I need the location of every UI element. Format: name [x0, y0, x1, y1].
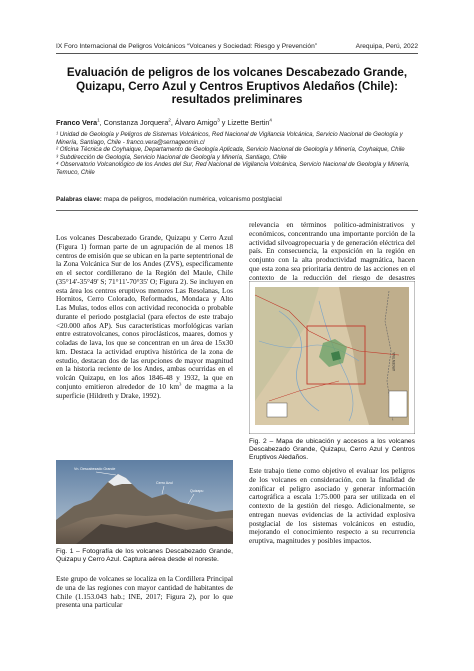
figure-1-photo	[56, 460, 233, 544]
affiliations	[56, 131, 418, 177]
author-sep: y	[219, 118, 228, 127]
figure-2-map	[249, 281, 415, 434]
keywords-rule	[56, 210, 418, 211]
photo-label-descabezado: Vn. Descabezado Grande	[74, 467, 116, 471]
affiliation-1: ¹ Unidad de Geología y Peligros de Sistemas Volcánicos, Red Nacional de Vigilancia Volcánica, Servicio Nacional de Geología y Minería, Santiago, Chile - franco.vera@sernageomin.cl	[56, 131, 403, 146]
paper-title: Evaluación de peligros de los volcanes Descabezado Grande, Quizapu, Cerro Azul y Centros Eruptivos Aledaños (Chile): resultados preliminares	[66, 66, 408, 107]
affiliation-3: ³ Subdirección de Geología, Servicio Nacional de Geología y Minería, Santiago, Chile	[56, 153, 287, 161]
author-1-sup: 1	[97, 117, 100, 123]
header-conference: IX Foro Internacional de Peligros Volcánicos “Volcanes y Sociedad: Riesgo y Prevención”	[56, 43, 317, 50]
author-2-sup: 2	[168, 117, 171, 123]
affiliation-4: ⁴ Observatorio Volcanológico de los Andes del Sur, Red Nacional de Vigilancia Volcánica, Servicio Nacional de Geología y Minería, Temuco, Chile	[56, 161, 410, 176]
author-1: Franco Vera	[56, 118, 98, 127]
header-rule	[56, 53, 418, 54]
figure-1-caption: Fig. 1 – Fotografía de los volcanes Descabezado Grande, Quizapu y Cerro Azul. Captura aérea desde el noreste.	[56, 548, 233, 563]
author-sep: ,	[99, 118, 104, 127]
author-list	[56, 118, 418, 127]
figure-2-caption: Fig. 2 – Mapa de ubicación y accesos a los volcanes Descabezado Grande, Quizapu, Cerro Azul y Centros Eruptivos Aledaños.	[249, 438, 415, 461]
author-sep: ,	[170, 118, 175, 127]
affiliation-2: ² Oficina Técnica de Coyhaique, Departamento de Geología Aplicada, Servicio Nacional de Geología y Minería, Coyhaique, Chile	[56, 146, 405, 154]
keywords-label: Palabras clave:	[56, 196, 102, 203]
paragraph-text: de magma a la superficie (Hildreth y Drake, 1992).	[56, 381, 233, 400]
keywords	[56, 196, 418, 203]
author-2: Constanza Jorquera	[103, 118, 169, 127]
paragraph: Este trabajo tiene como objetivo el evaluar los peligros de los volcanes en consideración, con la finalidad de zonificar el peligro asociado y generar información cartográfica a escala 1:75.000 para ser utilizada en el contexto de la gestión del riesgo. Adicionalmente, se entregan nuevas evidencias de la actividad explosiva postglacial de los sistemas volcánicos en estudio, mejorando el conocimiento respecto a su recurrencia eruptiva, magnitudes y posibles impactos.	[249, 466, 415, 545]
author-4: Lizette Bertin	[227, 118, 270, 127]
running-header	[56, 43, 418, 50]
paragraph-text: Los volcanes Descabezado Grande, Quizapu y Cerro Azul (Figura 1) forman parte de un agrupación de al menos 18 centros de emisión que se ubican en la parte septentrional de la Zona Volcánica Sur de los Andes (ZVS), específicamente en el sector cordillerano de la Región del Maule, Chile (35°14'-35°49' S; 71°11'-70°35' O; Figura 2). Se incluyen en esta área los centros eruptivos menores Las Resolanas, Los Hornitos, Cerro Colorado, Reformados, Mondaca y Alto Las Mulas, todos ellos con actividad reconocida o probable durante el periodo postglacial (para efectos de este trabajo <20.000 años AP). Sus características morfológicas varían entre estratovolcanes, conos piroclásticos, maares, domos y coladas de lava, los que se concentran en un área de 15x30 km. Destaca la actividad eruptiva histórica de la zona de estudio, destacan dos de las erupciones de mayor magnitud en la historia reciente de los Andes, ambas ocurridas en el volcán Quizapu, en los años 1846-48 y 1932, la que en conjunto emitieron alrededor de 10 km	[56, 233, 233, 391]
paragraph: Este grupo de volcanes se localiza en la Cordillera Principal de una de las regiones con mayor cantidad de habitantes de Chile (1.153.043 hab.; INE, 2017; Figura 2), por lo que presenta una particular	[56, 574, 233, 610]
left-column-text-2	[56, 575, 233, 610]
paragraph: relevancia en términos político-administrativos y económicos, concentrando una importante porción de la actividad silvoagropecuaria y de generación eléctrica del país. En consecuencia, la exposición en la región en conjunto con la alta productividad magmática, hacen que esta zona sea prioritaria dentro de las acciones en el contexto de la reducción del riesgo de desastres	[249, 220, 415, 282]
paragraph	[56, 234, 233, 400]
author-4-sup: 4	[269, 117, 272, 123]
photo-label-quizapu: Quizapu	[190, 489, 204, 493]
author-3-sup: 3	[217, 117, 220, 123]
left-column-text	[56, 234, 233, 400]
keywords-text: mapa de peligros, modelación numérica, volcanismo postglacial	[101, 196, 282, 203]
header-location: Arequipa, Perú, 2022	[355, 43, 418, 50]
map-label-country: ARGENTINA	[392, 352, 396, 371]
author-3: Álvaro Amigo	[174, 118, 218, 127]
superscript: 3	[179, 381, 182, 387]
photo-label-cerro-azul: Cerro Azul	[156, 481, 173, 485]
right-column-text-2	[249, 467, 415, 546]
